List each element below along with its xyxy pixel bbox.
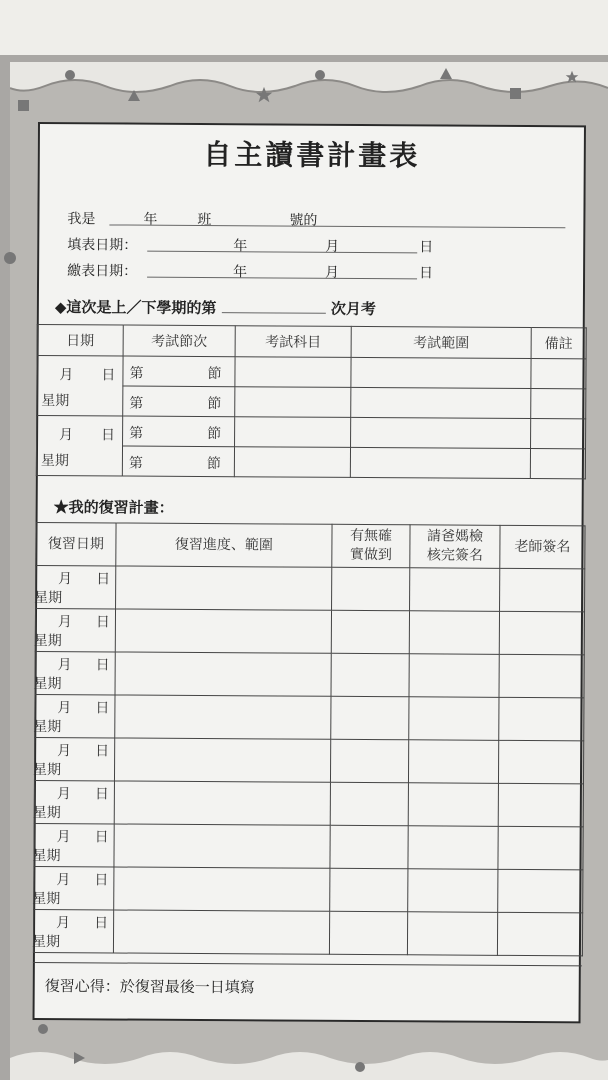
period-prefix-label: 第 <box>129 395 144 412</box>
review-row <box>35 694 584 740</box>
study-plan-form <box>33 122 586 1023</box>
completed-check-cell[interactable] <box>331 610 409 653</box>
star-icon <box>255 86 273 104</box>
circle-icon <box>315 70 325 80</box>
period-suffix-label: 節 <box>207 396 222 413</box>
header-completed-check: 有無確 實做到 <box>332 524 410 567</box>
exam-period-cell[interactable] <box>123 416 235 447</box>
parent-signature-cell[interactable] <box>409 654 499 698</box>
review-notes-box <box>33 962 582 1024</box>
teacher-signature-cell[interactable] <box>499 697 584 741</box>
exam-period-cell[interactable] <box>122 446 234 477</box>
day-label: 日 <box>94 786 109 803</box>
day-label: 日 <box>95 743 110 760</box>
triangle-icon <box>128 90 140 101</box>
completed-check-cell[interactable] <box>332 567 410 610</box>
parent-signature-cell[interactable] <box>408 783 498 827</box>
review-row <box>35 651 584 697</box>
period-prefix-label: 第 <box>128 455 143 472</box>
month-label: 月 <box>57 700 72 717</box>
review-date-cell[interactable] <box>34 780 114 823</box>
submit-date-underline <box>147 277 417 280</box>
exam-remarks-cell[interactable] <box>531 419 586 449</box>
parent-signature-cell[interactable] <box>407 912 497 956</box>
review-progress-cell[interactable] <box>114 781 330 825</box>
teacher-signature-cell[interactable] <box>498 740 583 784</box>
month-label: 月 <box>56 915 71 932</box>
weekday-label: 星期 <box>34 589 63 607</box>
period-suffix-label: 節 <box>206 456 221 473</box>
review-row <box>34 737 583 783</box>
circle-icon <box>65 70 75 80</box>
exam-row <box>37 415 586 448</box>
completed-check-cell[interactable] <box>330 739 408 782</box>
review-row <box>34 823 583 869</box>
month-label: 月 <box>59 367 74 384</box>
exam-remarks-cell[interactable] <box>530 449 585 479</box>
submit-month-label: 月 <box>325 264 340 281</box>
square-icon <box>510 88 521 99</box>
weekday-label: 星期 <box>41 393 70 410</box>
day-label: 日 <box>96 571 111 588</box>
review-row <box>33 909 582 955</box>
exam-scope-cell[interactable] <box>351 417 531 448</box>
review-notes-label: 復習心得：於復習最後一日填寫 <box>44 977 255 997</box>
circle-icon <box>38 1024 48 1034</box>
exam-remarks-cell[interactable] <box>531 359 586 389</box>
month-label: 月 <box>56 786 71 803</box>
parent-signature-cell[interactable] <box>408 740 498 784</box>
completed-check-cell[interactable] <box>329 911 407 954</box>
submit-day-label: 日 <box>419 265 434 282</box>
parent-signature-cell[interactable] <box>410 568 500 612</box>
header-review-date: 復習日期 <box>36 522 116 565</box>
completed-check-cell[interactable] <box>330 868 408 911</box>
review-date-cell[interactable] <box>34 866 114 909</box>
exam-subject-cell[interactable] <box>235 387 351 418</box>
exam-scope-cell[interactable] <box>350 447 530 478</box>
exam-date-cell[interactable] <box>36 415 122 476</box>
day-label: 日 <box>94 829 109 846</box>
teacher-signature-cell[interactable] <box>498 826 583 870</box>
weekday-label: 星期 <box>33 675 62 693</box>
review-date-cell[interactable] <box>36 565 116 608</box>
student-prefix-label: 我是 <box>67 211 96 228</box>
review-section-heading: ★我的復習計畫： <box>53 498 174 517</box>
month-label: 月 <box>57 657 72 674</box>
month-label: 月 <box>56 829 71 846</box>
completed-check-cell[interactable] <box>331 696 409 739</box>
weekday-label: 星期 <box>31 933 61 951</box>
exam-section-heading <box>55 296 376 319</box>
exam-scope-cell[interactable] <box>351 387 531 418</box>
submit-year-label: 年 <box>233 264 248 281</box>
day-label: 日 <box>101 427 116 444</box>
exam-subject-cell[interactable] <box>235 357 351 388</box>
exam-schedule-table <box>36 324 587 479</box>
completed-check-cell[interactable] <box>330 825 408 868</box>
review-table-header-row <box>36 522 585 568</box>
review-row <box>34 866 583 912</box>
header-remarks: 備註 <box>531 328 586 359</box>
period-prefix-label: 第 <box>129 365 144 382</box>
fill-date-underline <box>147 251 417 254</box>
student-info-underline <box>109 224 565 228</box>
month-label: 月 <box>57 743 72 760</box>
exam-period-cell[interactable] <box>123 356 235 387</box>
fill-date-label: 填表日期： <box>67 237 138 254</box>
weekday-label: 星期 <box>32 804 61 822</box>
day-label: 日 <box>94 872 109 889</box>
review-plan-table <box>33 522 586 956</box>
teacher-signature-cell[interactable] <box>498 783 583 827</box>
exam-remarks-cell[interactable] <box>531 389 586 419</box>
parent-signature-cell[interactable] <box>409 611 499 655</box>
header-date: 日期 <box>37 324 123 356</box>
circle-icon <box>4 252 16 264</box>
fill-year-label: 年 <box>233 238 248 255</box>
square-icon <box>18 100 29 111</box>
review-row <box>35 608 584 654</box>
submit-date-label: 繳表日期： <box>67 263 138 280</box>
month-label: 月 <box>59 427 74 444</box>
weekday-label: 星期 <box>33 718 62 736</box>
exam-subject-cell[interactable] <box>234 447 350 478</box>
teacher-signature-cell[interactable] <box>500 568 585 612</box>
review-progress-cell[interactable] <box>116 566 332 610</box>
exam-row <box>37 355 586 388</box>
review-row <box>34 780 583 826</box>
period-prefix-label: 第 <box>129 425 144 442</box>
review-progress-cell[interactable] <box>115 695 331 739</box>
review-progress-cell[interactable] <box>115 652 331 696</box>
exam-scope-cell[interactable] <box>351 357 531 388</box>
exam-date-cell[interactable] <box>37 355 123 416</box>
review-row <box>36 565 585 611</box>
parent-signature-cell[interactable] <box>408 869 498 913</box>
month-label: 月 <box>56 872 71 889</box>
fill-month-label: 月 <box>325 238 340 255</box>
header-exam-scope: 考試範圍 <box>351 326 531 358</box>
number-label: 號的 <box>289 212 318 229</box>
teacher-signature-cell[interactable] <box>499 654 584 698</box>
review-progress-cell[interactable] <box>113 910 329 954</box>
weekday-label: 星期 <box>32 847 61 865</box>
triangle-icon <box>74 1052 85 1064</box>
parent-signature-cell[interactable] <box>408 826 498 870</box>
weekday-label: 星期 <box>32 761 62 779</box>
weekday-label: 星期 <box>33 632 62 650</box>
class-label: 班 <box>197 211 212 229</box>
completed-check-cell[interactable] <box>331 653 409 696</box>
period-suffix-label: 節 <box>207 366 222 383</box>
review-progress-cell[interactable] <box>115 609 331 653</box>
weekday-label: 星期 <box>40 453 69 470</box>
review-date-cell[interactable] <box>35 608 115 651</box>
exam-period-cell[interactable] <box>123 386 235 417</box>
exam-number-blank <box>222 298 326 314</box>
star-icon <box>565 70 579 84</box>
review-date-cell[interactable] <box>35 694 115 737</box>
completed-check-cell[interactable] <box>330 782 408 825</box>
day-label: 日 <box>101 367 116 384</box>
exam-section-prefix: ◆這次是上／下學期的第 <box>54 298 217 318</box>
teacher-signature-cell[interactable] <box>497 912 582 956</box>
header-parent-signature: 請爸媽檢 核完簽名 <box>410 525 500 569</box>
form-title: 自主讀書計畫表 <box>203 138 421 173</box>
month-label: 月 <box>58 571 73 588</box>
background-surface <box>0 0 608 60</box>
circle-icon <box>355 1062 365 1072</box>
review-progress-cell[interactable] <box>114 738 330 782</box>
review-date-cell[interactable] <box>33 909 113 952</box>
day-label: 日 <box>95 657 110 674</box>
exam-section-suffix: 次月考 <box>330 299 376 319</box>
review-date-cell[interactable] <box>34 737 114 780</box>
review-date-cell[interactable] <box>35 651 115 694</box>
fill-day-label: 日 <box>419 239 434 256</box>
triangle-icon <box>440 68 452 79</box>
wave-border-bottom-icon <box>10 1040 608 1080</box>
review-date-cell[interactable] <box>34 823 114 866</box>
header-review-progress: 復習進度、範圍 <box>116 523 332 567</box>
month-label: 月 <box>57 614 72 631</box>
wave-border-top-icon <box>10 62 608 110</box>
teacher-signature-cell[interactable] <box>498 869 583 913</box>
grade-label: 年 <box>143 211 158 228</box>
header-teacher-signature: 老師簽名 <box>500 525 585 569</box>
header-exam-subject: 考試科目 <box>235 326 351 358</box>
day-label: 日 <box>95 614 110 631</box>
day-label: 日 <box>94 915 109 932</box>
exam-table-header-row <box>37 324 586 358</box>
review-progress-cell[interactable] <box>114 867 330 911</box>
review-progress-cell[interactable] <box>114 824 330 868</box>
period-suffix-label: 節 <box>207 426 222 443</box>
day-label: 日 <box>95 700 110 717</box>
teacher-signature-cell[interactable] <box>499 611 584 655</box>
weekday-label: 星期 <box>32 890 61 908</box>
parent-signature-cell[interactable] <box>409 697 499 741</box>
header-exam-period: 考試節次 <box>123 325 235 357</box>
exam-subject-cell[interactable] <box>235 417 351 448</box>
